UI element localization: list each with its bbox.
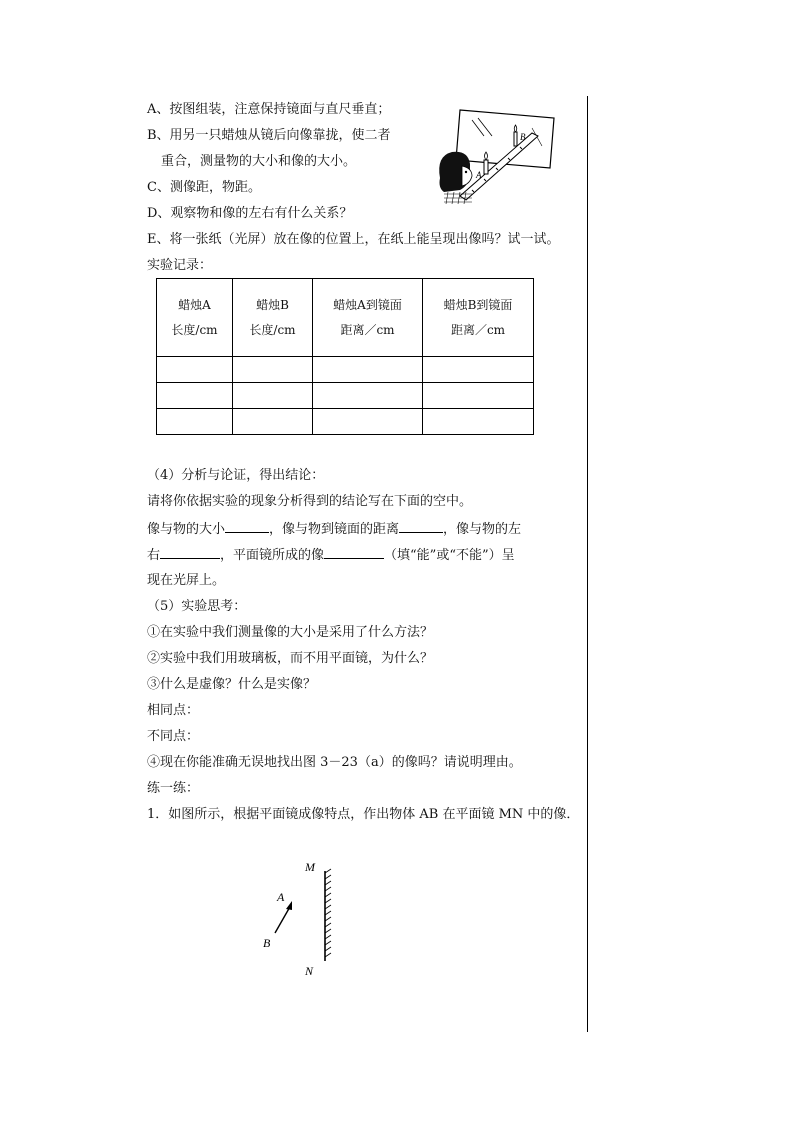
thinking-same: 相同点： bbox=[147, 703, 200, 718]
label-n: N bbox=[305, 964, 314, 978]
table-cell[interactable] bbox=[423, 383, 534, 409]
table-cell[interactable] bbox=[233, 383, 313, 409]
table-row bbox=[157, 409, 534, 435]
analysis-prompt: 请将你依据实验的现象分析得到的结论写在下面的空中。 bbox=[147, 494, 473, 509]
mirror-hatching-shape bbox=[325, 869, 331, 957]
thinking-q4: ④现在你能准确无误地找出图 3－23（a）的像吗？请说明理由。 bbox=[147, 755, 522, 770]
conclusion-line-2: 右 ，平面镜所成的像 （填“能”或“不能”）呈 bbox=[147, 548, 515, 563]
table-row bbox=[157, 357, 534, 383]
thinking-title: （5）实验思考： bbox=[147, 599, 247, 614]
step-e: E、将一张纸（光屏）放在像的位置上，在纸上能呈现出像吗？试一试。 bbox=[147, 232, 560, 247]
table-cell[interactable] bbox=[157, 357, 233, 383]
practice-title: 练一练： bbox=[147, 781, 200, 796]
conclusion-line-1: 像与物的大小 ，像与物到镜面的距离 ，像与物的左 bbox=[147, 522, 522, 537]
blank-distance[interactable] bbox=[399, 520, 443, 533]
label-m: M bbox=[305, 860, 315, 874]
label-a: A bbox=[277, 890, 285, 904]
conclusion-line-3: 现在光屏上。 bbox=[147, 573, 226, 588]
header-cell: 蜡烛A 长度/cm bbox=[157, 279, 233, 357]
header-cell: 蜡烛B到镜面 距离／cm bbox=[423, 279, 534, 357]
mirror-object-figure bbox=[255, 855, 355, 985]
thinking-q3: ③什么是虚像？什么是实像？ bbox=[147, 677, 317, 692]
table-cell[interactable] bbox=[313, 357, 423, 383]
table-cell[interactable] bbox=[233, 357, 313, 383]
experiment-record-table bbox=[156, 278, 534, 435]
table-cell[interactable] bbox=[423, 357, 534, 383]
table-cell[interactable] bbox=[233, 409, 313, 435]
candle-a-shape bbox=[484, 160, 488, 174]
label-b: B bbox=[263, 936, 271, 950]
thinking-diff: 不同点： bbox=[147, 729, 200, 744]
blank-left-right[interactable] bbox=[160, 546, 220, 559]
analysis-title: （4）分析与论证，得出结论： bbox=[147, 468, 325, 483]
table-cell[interactable] bbox=[313, 409, 423, 435]
practice-q1: 1．如图所示，根据平面镜成像特点，作出物体 AB 在平面镜 MN 中的像． bbox=[147, 807, 580, 822]
blank-size[interactable] bbox=[225, 520, 269, 533]
step-a: A、按图组装，注意保持镜面与直尺垂直； bbox=[147, 102, 391, 117]
table-cell[interactable] bbox=[157, 383, 233, 409]
thinking-q1: ①在实验中我们测量像的大小是采用了什么方法？ bbox=[147, 625, 434, 640]
header-cell: 蜡烛B 长度/cm bbox=[233, 279, 313, 357]
blank-can-or-cannot[interactable] bbox=[324, 546, 384, 559]
table-cell[interactable] bbox=[313, 383, 423, 409]
table-cell[interactable] bbox=[157, 409, 233, 435]
thinking-q2: ②实验中我们用玻璃板，而不用平面镜，为什么？ bbox=[147, 651, 434, 666]
step-d: D、观察物和像的左右有什么关系？ bbox=[147, 206, 353, 221]
step-b-line1: B、用另一只蜡烛从镜后向像靠拢，使二者 bbox=[147, 128, 391, 143]
candle-b-shape bbox=[514, 132, 517, 146]
step-c: C、测像距，物距。 bbox=[147, 180, 261, 195]
page-margin-line bbox=[587, 96, 588, 1032]
figure1-label-b: B bbox=[520, 132, 526, 142]
table-cell[interactable] bbox=[423, 409, 534, 435]
experiment-setup-figure bbox=[432, 106, 558, 208]
table-row bbox=[157, 383, 534, 409]
figure1-label-a: A bbox=[476, 170, 482, 180]
record-title: 实验记录： bbox=[147, 258, 213, 273]
header-cell: 蜡烛A到镜面 距离／cm bbox=[313, 279, 423, 357]
step-b-line2: 重合，测量物的大小和像的大小。 bbox=[161, 154, 357, 169]
table-header-row bbox=[157, 279, 534, 357]
